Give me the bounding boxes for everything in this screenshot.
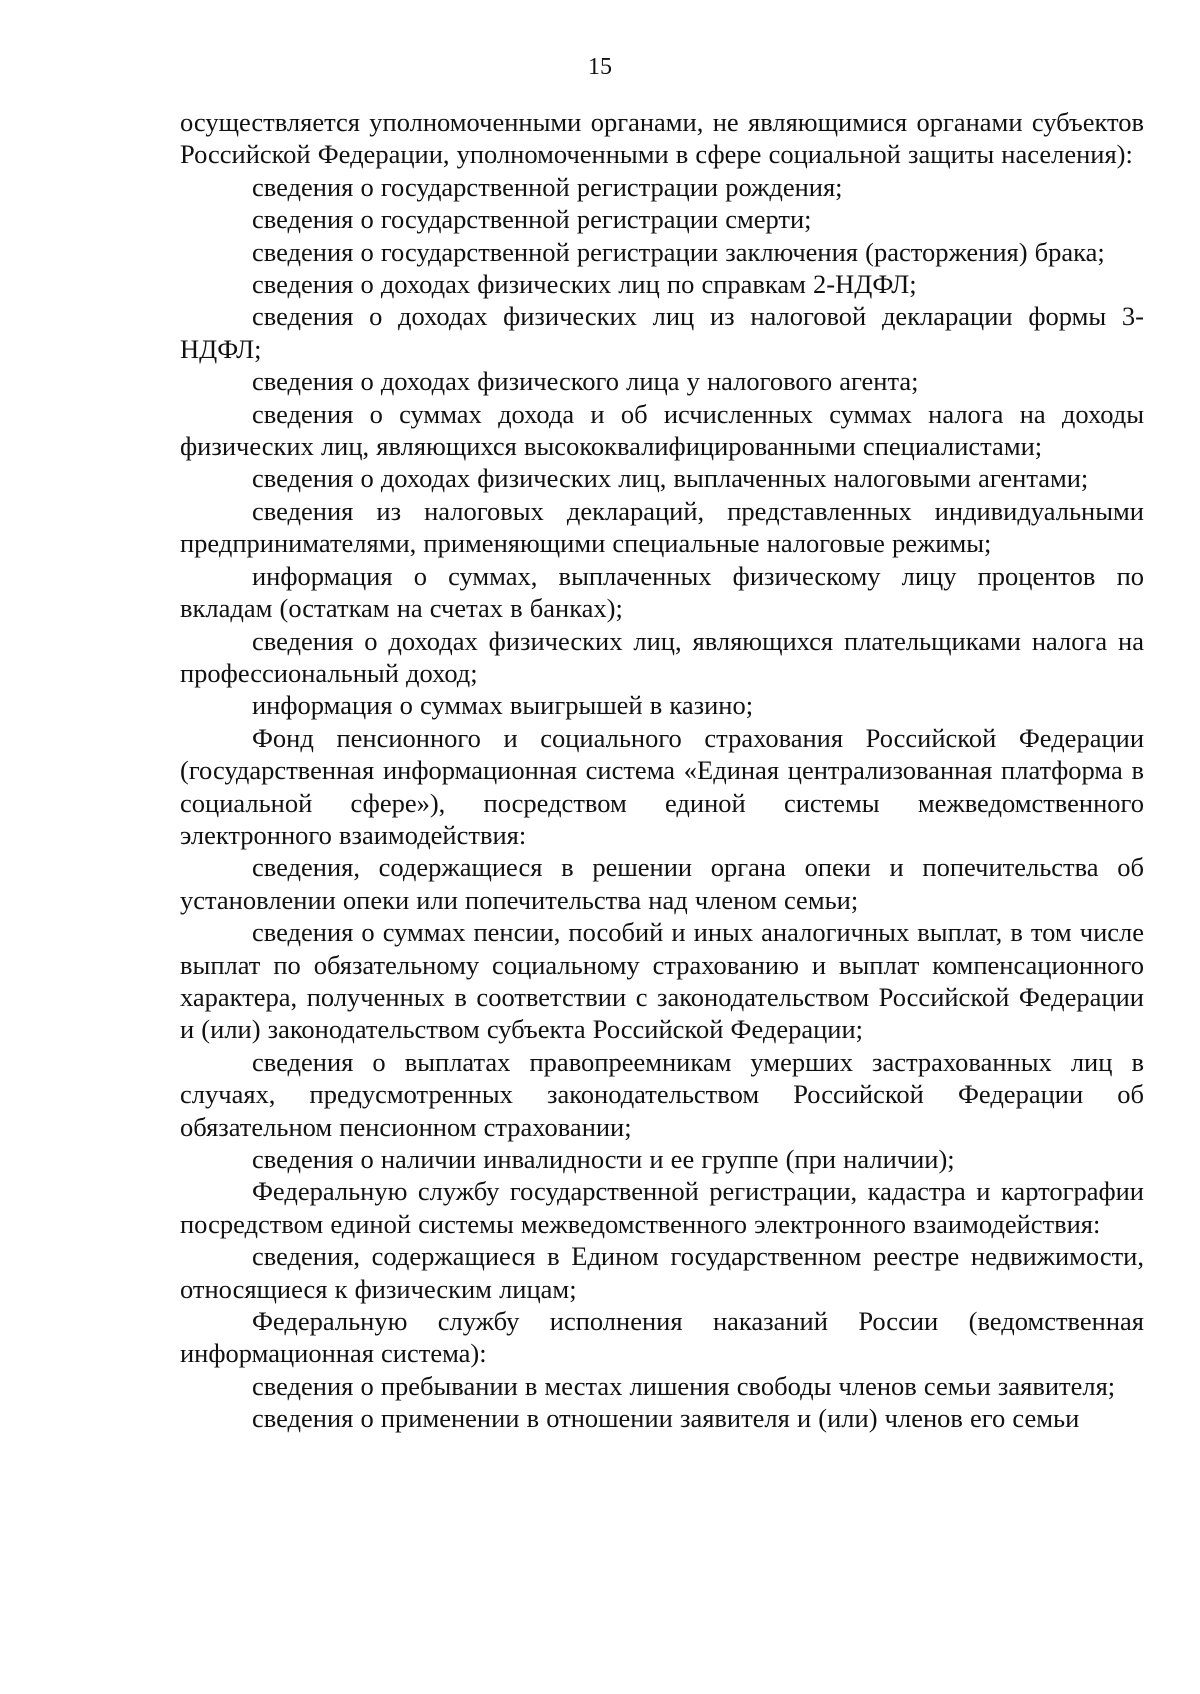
paragraph: сведения, содержащиеся в решении органа опеки и попечительства об установлении опеки или попечительства над членом семьи; — [180, 852, 1144, 915]
paragraph: сведения о применении в отношении заявителя и (или) членов его семьи — [252, 1403, 1080, 1434]
paragraph: сведения о суммах дохода и об исчисленных суммах налога на доходы физических лиц, являющихся высококвалифицированными специалистами; — [180, 398, 1144, 462]
paragraph: сведения о доходах физического лица у налогового агента; — [252, 366, 919, 397]
paragraph: сведения о доходах физических лиц, являющихся плательщиками налога на профессиональный доход; — [180, 625, 1144, 688]
paragraph: Фонд пенсионного и социального страхования Российской Федерации (государственная информационная система «Единая централизованная платформа в социальной сфере»), посредством единой системы межведомственного электронного взаимодействия: — [180, 722, 1144, 850]
paragraph: осуществляется уполномоченными органами, не являющимися органами субъектов Российской Федерации, уполномоченными в сфере социальной защиты населения): — [180, 107, 1144, 170]
paragraph: сведения о выплатах правопреемникам умерших застрахованных лиц в случаях, предусмотренных законодательством Российской Федерации об обязательном пенсионном страховании; — [180, 1046, 1144, 1142]
paragraph: сведения о наличии инвалидности и ее группе (при наличии); — [252, 1144, 955, 1174]
paragraph: сведения о государственной регистрации смерти; — [252, 204, 812, 235]
paragraph: Федеральную службу исполнения наказаний России (ведомственная информационная система): — [180, 1306, 1144, 1369]
paragraph: информация о суммах выигрышей в казино; — [252, 690, 754, 721]
paragraph: сведения из налоговых деклараций, представленных индивидуальными предпринимателями, применяющими специальные налоговые режимы; — [180, 495, 1144, 559]
document-body — [180, 106, 1144, 1435]
paragraph: сведения о доходах физических лиц из налоговой декларации формы 3-НДФЛ; — [180, 301, 1144, 364]
paragraph: сведения о государственной регистрации рождения; — [252, 171, 843, 202]
paragraph: сведения о доходах физических лиц по справкам 2-НДФЛ; — [252, 269, 917, 300]
page-number: 15 — [588, 54, 612, 80]
paragraph: сведения о доходах физических лиц, выплаченных налоговыми агентами; — [252, 463, 1089, 494]
paragraph: информация о суммах, выплаченных физическому лицу процентов по вкладам (остаткам на счетах в банках); — [180, 560, 1144, 624]
paragraph: сведения о государственной регистрации заключения (расторжения) брака; — [252, 236, 1105, 267]
paragraph: сведения о пребывании в местах лишения свободы членов семьи заявителя; — [252, 1370, 1116, 1401]
paragraph: сведения о суммах пенсии, пособий и иных аналогичных выплат, в том числе выплат по обязательному социальному страхованию и выплат компенсационного характера, полученных в соответствии с законодательством Российской Федерации и (или) законодательством субъекта Российской Федерации; — [180, 917, 1144, 1045]
paragraph: сведения, содержащиеся в Едином государственном реестре недвижимости, относящиеся к физическим лицам; — [180, 1241, 1144, 1304]
paragraph: Федеральную службу государственной регистрации, кадастра и картографии посредством единой системы межведомственного электронного взаимодействия: — [180, 1176, 1144, 1239]
